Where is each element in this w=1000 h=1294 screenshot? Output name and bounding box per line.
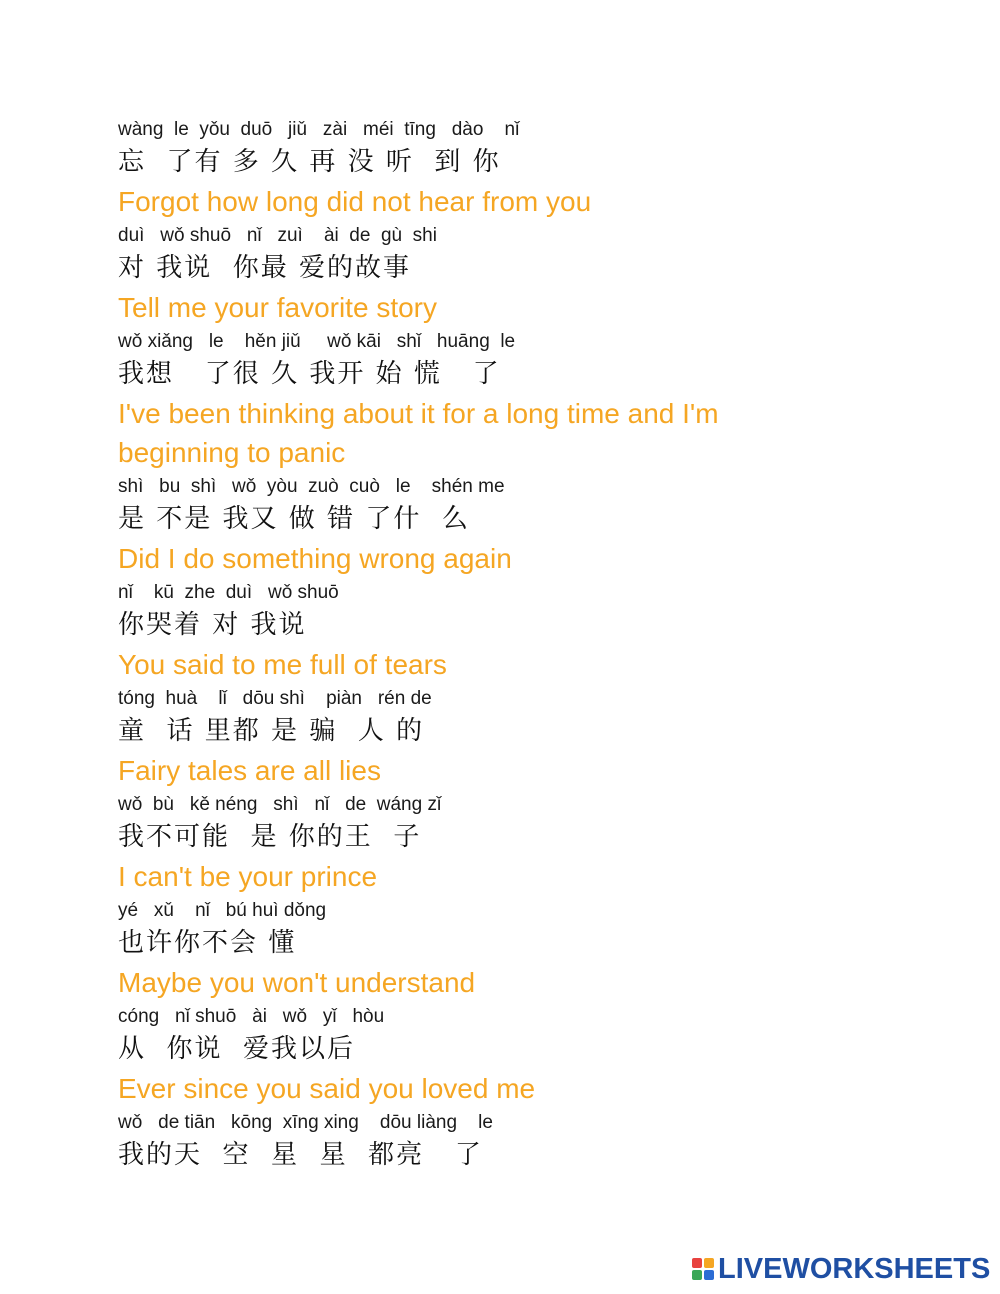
pinyin-line: wǒ de tiān kōng xīng xing dōu liàng le: [118, 1112, 493, 1133]
hanzi-line: 是 不是 我又 做 错 了什 么: [118, 504, 470, 534]
lyric-stanza-7: [118, 793, 978, 896]
english-translation: Tell me your favorite story: [118, 292, 437, 323]
logo-square-green: [692, 1270, 702, 1280]
english-translation: You said to me full of tears: [118, 649, 447, 680]
english-translation: I can't be your prince: [118, 861, 378, 892]
english-translation: Forgot how long did not hear from you: [118, 186, 592, 217]
logo-square-red: [692, 1258, 702, 1268]
hanzi-line: 从 你说 爱我以后: [118, 1034, 356, 1064]
lyric-stanza-3: [118, 330, 978, 472]
english-translation: Maybe you won't understand: [118, 967, 476, 998]
lyric-stanza-8: [118, 899, 978, 1002]
pinyin-line: shì bu shì wǒ yòu zuò cuò le shén me: [118, 476, 505, 497]
hanzi-line: 我不可能 是 你的王 子: [118, 822, 422, 852]
hanzi-line: 你哭着 对 我说: [118, 610, 307, 640]
pinyin-line: tóng huà lǐ dōu shì piàn rén de: [118, 688, 432, 709]
lyric-stanza-1: [118, 118, 978, 221]
liveworksheets-logo: [692, 1252, 990, 1286]
lyric-stanza-2: [118, 224, 978, 327]
logo-square-orange: [704, 1258, 714, 1268]
lyric-stanza-4: [118, 475, 978, 578]
hanzi-line: 忘 了有 多 久 再 没 听 到 你: [118, 147, 501, 177]
pinyin-line: wàng le yǒu duō jiǔ zài méi tīng dào nǐ: [118, 119, 520, 140]
hanzi-line: 对 我说 你最 爱的故事: [118, 253, 412, 283]
hanzi-line: 我想 了很 久 我开 始 慌 了: [118, 359, 501, 389]
hanzi-line: 童 话 里都 是 骗 人 的: [118, 716, 425, 746]
lyric-stanza-9: [118, 1005, 978, 1108]
english-translation: Did I do something wrong again: [118, 543, 512, 574]
pinyin-line: yé xǔ nǐ bú huì dǒng: [118, 900, 327, 921]
pinyin-line: cóng nǐ shuō ài wǒ yǐ hòu: [118, 1006, 385, 1027]
brand-name: LIVEWORKSHEETS: [718, 1252, 991, 1285]
pinyin-line: wǒ xiǎng le hěn jiǔ wǒ kāi shǐ huāng le: [118, 331, 516, 352]
english-translation: Ever since you said you loved me: [118, 1073, 536, 1104]
logo-square-blue: [704, 1270, 714, 1280]
lyric-stanza-10: [118, 1111, 978, 1175]
lyrics-worksheet: [118, 118, 978, 1175]
pinyin-line: duì wǒ shuō nǐ zuì ài de gù shi: [118, 225, 437, 246]
lyric-stanza-5: [118, 581, 978, 684]
hanzi-line: 也许你不会 懂: [118, 928, 297, 958]
pinyin-line: wǒ bù kě néng shì nǐ de wáng zǐ: [118, 794, 442, 815]
hanzi-line: 我的天 空 星 星 都亮 了: [118, 1140, 483, 1170]
english-translation: I've been thinking about it for a long time and I'm beginning to panic: [118, 398, 719, 468]
liveworksheets-icon: [692, 1258, 714, 1280]
english-translation: Fairy tales are all lies: [118, 755, 381, 786]
pinyin-line: nǐ kū zhe duì wǒ shuō: [118, 582, 339, 603]
lyric-stanza-6: [118, 687, 978, 790]
